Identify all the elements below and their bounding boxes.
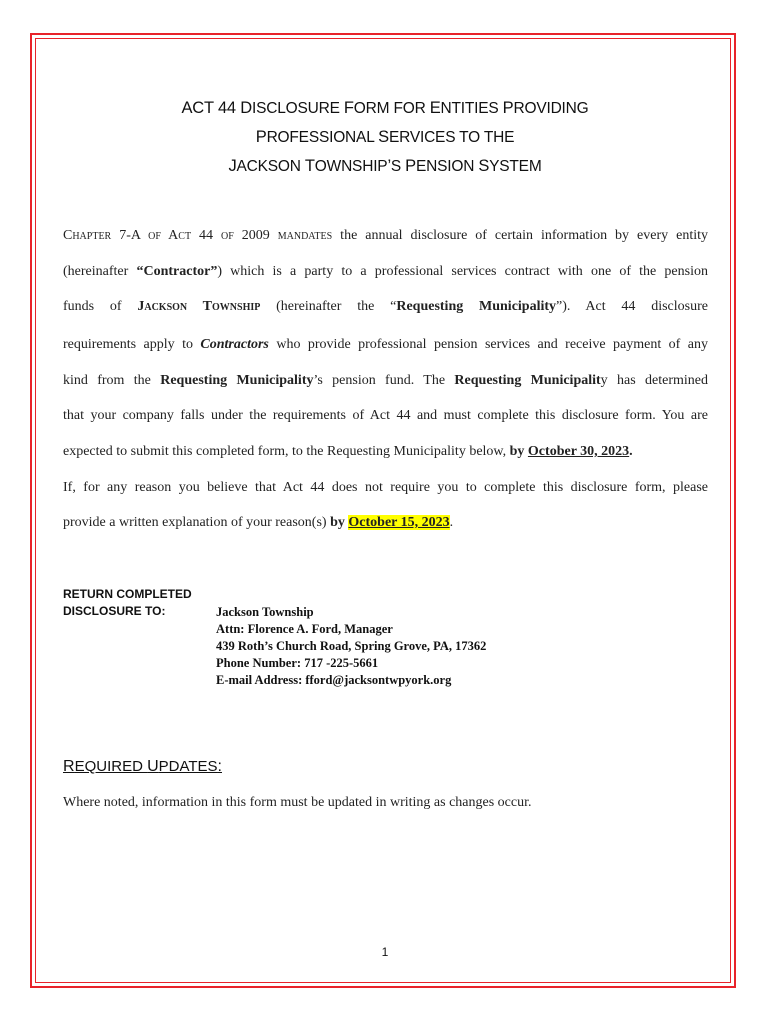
address-name: Jackson Township xyxy=(216,605,314,619)
title-line-1: ACT 44 DISCLOSURE FORM FOR ENTITIES PROVIDING xyxy=(181,99,589,117)
address-phone: Phone Number: 717 -225-5661 xyxy=(216,656,379,670)
deadline-date-2: October 15, 2023 xyxy=(348,515,450,530)
address-email: E-mail Address: fford@jacksontwpyork.org xyxy=(216,673,452,687)
body-line-3: funds of Jackson Township (hereinafter the “Requesting Municipality”). Act 44 disclosure xyxy=(63,299,708,314)
body-line-8: If, for any reason you believe that Act 44 does not require you to complete this disclosure form, please xyxy=(63,480,708,495)
body-line-4: requirements apply to Contractors who provide professional pension services and receive payment of any xyxy=(63,337,708,352)
body-line-6: that your company falls under the requirements of Act 44 and must complete this disclosure form. You are xyxy=(63,408,708,423)
page-number: 1 xyxy=(381,945,389,959)
body-line-7: expected to submit this completed form, to the Requesting Municipality below, by October 30, 2023. xyxy=(63,444,633,459)
required-updates-note: Where noted, information in this form must be updated in writing as changes occur. xyxy=(63,795,532,810)
body-line-2: (hereinafter “Contractor”) which is a party to a professional services contract with one of the pension xyxy=(63,264,708,279)
required-updates-heading: REQUIRED UPDATES: xyxy=(63,758,222,775)
title-line-3: JACKSON TOWNSHIP’S PENSION SYSTEM xyxy=(228,157,542,175)
title-line-2: PROFESSIONAL SERVICES TO THE xyxy=(255,128,515,146)
body-line-1: Chapter 7-A of Act 44 of 2009 mandates the annual disclosure of certain information by every entity xyxy=(63,228,708,243)
address-attn: Attn: Florence A. Ford, Manager xyxy=(216,622,393,636)
body-line-5: kind from the Requesting Municipality’s pension fund. The Requesting Municipality has determined xyxy=(63,373,708,388)
deadline-date-1: October 30, 2023 xyxy=(527,444,630,459)
body-line-9: provide a written explanation of your reason(s) by October 15, 2023. xyxy=(63,515,454,530)
return-label-line-1: RETURN COMPLETED xyxy=(63,587,192,601)
address-street: 439 Roth’s Church Road, Spring Grove, PA, 17362 xyxy=(216,639,487,653)
page-border-inner xyxy=(35,38,731,983)
return-label-line-2: DISCLOSURE TO: xyxy=(63,604,166,618)
